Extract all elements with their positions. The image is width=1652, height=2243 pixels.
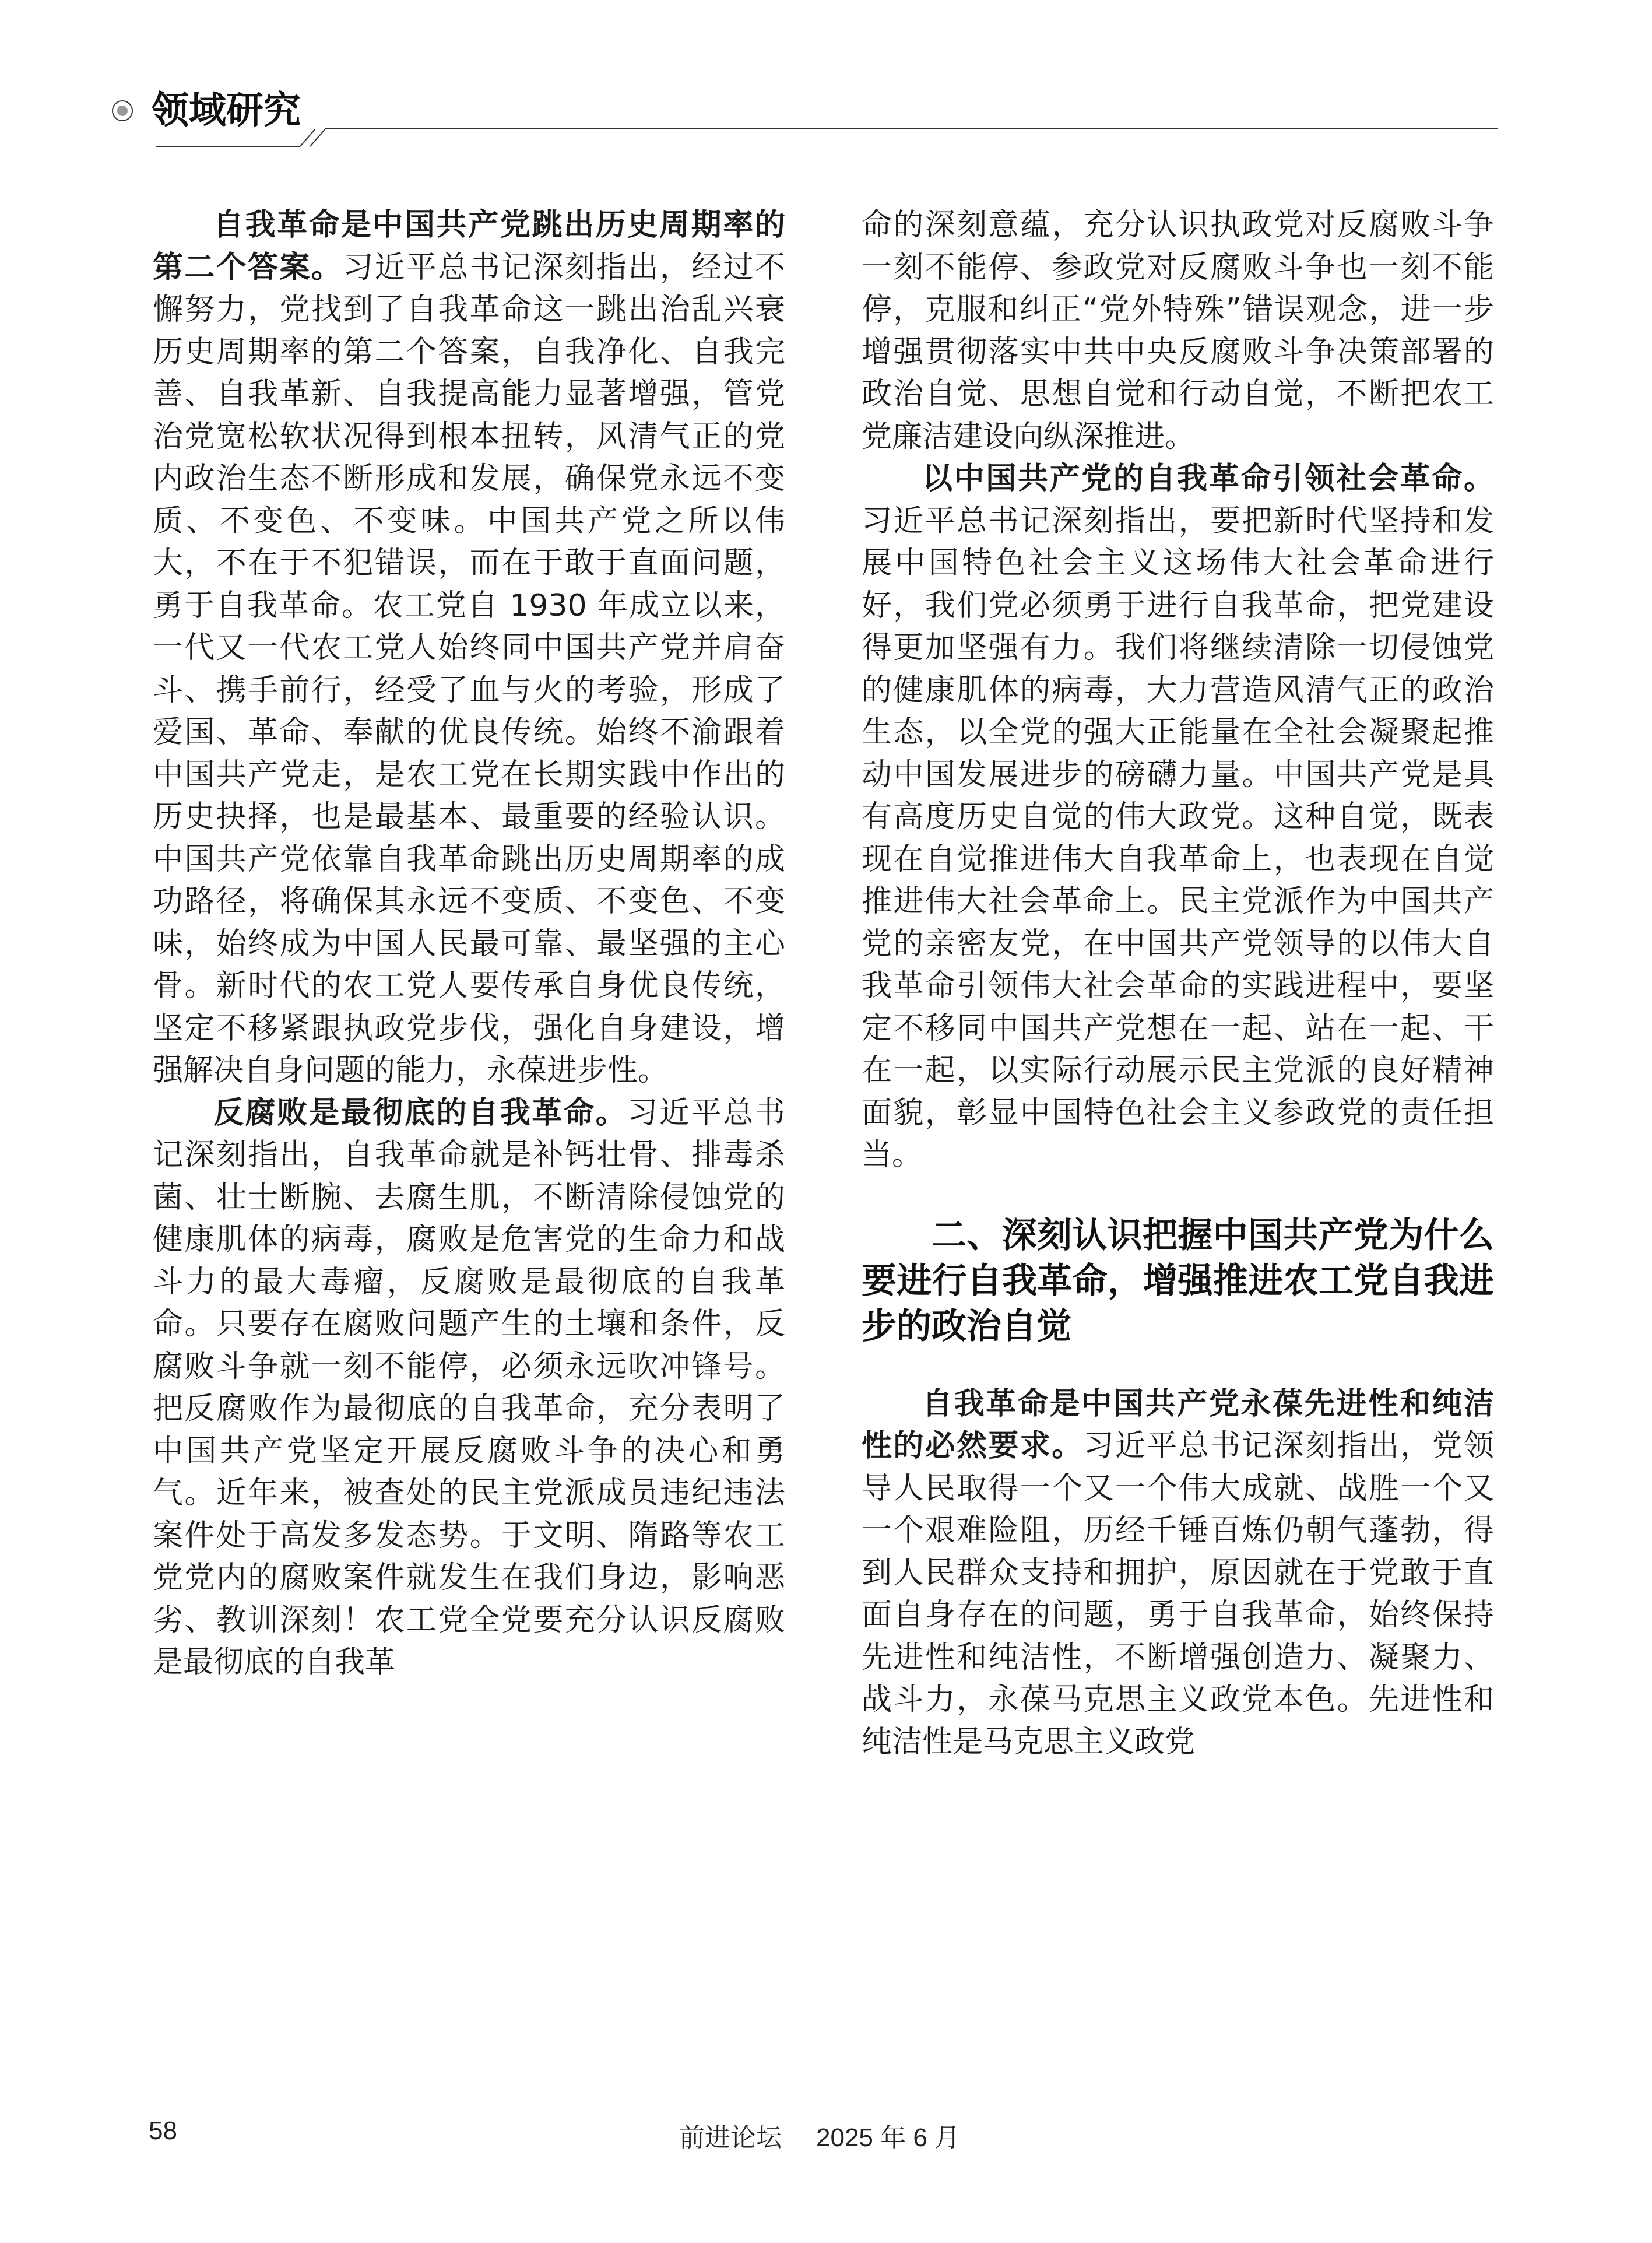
journal-name: 前进论坛 — [679, 2123, 782, 2152]
left-column — [153, 204, 785, 1684]
paragraph-text: 习近平总书记深刻指出，经过不懈努力，党找到了自我革命这一跳出治乱兴衰历史周期率的第二个答案，自我净化、自我完善、自我革新、自我提高能力显著增强，管党治党宽松软状况得到根本扭转，风清气正的党内政治生态不断形成和发展，确保党永远不变质、不变色、不变味。中国共产党之所以伟大，不在于不犯错误，而在于敢于直面问题，勇于自我革命。农工党自 1930 年成立以来，一代又一代农工党人始终同中国共产党并肩奋斗、携手前行，经受了血与火的考验，形成了爱国、革命、奉献的优良传统。始终不渝跟着中国共产党走，是农工党在长期实践中作出的历史抉择，也是最基本、最重要的经验认识。中国共产党依靠自我革命跳出历史周期率的成功路径，将确保其永远不变质、不变色、不变味，始终成为中国人民最可靠、最坚强的主心骨。新时代的农工党人要传承自身优良传统，坚定不移紧跟执政党步伐，强化自身建设，增强解决自身问题的能力，永葆进步性。 — [153, 250, 785, 1088]
header-rule — [99, 87, 1498, 152]
paragraph — [862, 458, 1494, 1177]
paragraph — [862, 204, 1494, 458]
section-heading: 二、深刻认识把握中国共产党为什么要进行自我革命，增强推进农工党自我进步的政治自觉 — [862, 1214, 1494, 1347]
paragraph-lead: 自我革命是中国共产党跳出历史周期率的第二个答案。 — [153, 208, 785, 285]
section-title: 领域研究 — [152, 89, 301, 132]
page-header — [99, 87, 1498, 152]
paragraph — [153, 1092, 785, 1684]
right-column — [862, 204, 1494, 1763]
paragraph-lead: 反腐败是最彻底的自我革命。 — [213, 1095, 628, 1131]
issue-date: 2025 年 6 月 — [816, 2123, 961, 2152]
paragraph-text: 习近平总书记深刻指出，要把新时代坚持和发展中国特色社会主义这场伟大社会革命进行好，我们党必须勇于进行自我革命，把党建设得更加坚强有力。我们将继续清除一切侵蚀党的健康肌体的病毒，大力营造风清气正的政治生态，以全党的强大正能量在全社会凝聚起推动中国发展进步的磅礴力量。中国共产党是具有高度历史自觉的伟大政党。这种自觉，既表现在自觉推进伟大自我革命上，也表现在自觉推进伟大社会革命上。民主党派作为中国共产党的亲密友党，在中国共产党领导的以伟大自我革命引领伟大社会革命的实践进程中，要坚定不移同中国共产党想在一起、站在一起、干在一起，以实际行动展示民主党派的良好精神面貌，彰显中国特色社会主义参政党的责任担当。 — [862, 503, 1494, 1173]
circle-dot-icon — [112, 100, 133, 121]
page-number: 58 — [149, 2116, 177, 2145]
paragraph — [153, 204, 785, 1092]
paragraph-lead: 自我革命是中国共产党永葆先进性和纯洁性的必然要求。 — [862, 1386, 1494, 1463]
paragraph-lead: 以中国共产党的自我革命引领社会革命。 — [922, 461, 1494, 496]
paragraph — [862, 1383, 1494, 1764]
paragraph-text: 习近平总书记深刻指出，党领导人民取得一个又一个伟大成就、战胜一个又一个艰难险阻，历经千锤百炼仍朝气蓬勃，得到人民群众支持和拥护，原因就在于党敢于直面自身存在的问题，勇于自我革命，始终保持先进性和纯洁性，不断增强创造力、凝聚力、战斗力，永葆马克思主义政党本色。先进性和纯洁性是马克思主义政党 — [862, 1428, 1494, 1760]
paragraph-text: 命的深刻意蕴，充分认识执政党对反腐败斗争一刻不能停、参政党对反腐败斗争也一刻不能停，克服和纠正“党外特殊”错误观念，进一步增强贯彻落实中共中央反腐败斗争决策部署的政治自觉、思想自觉和行动自觉，不断把农工党廉洁建设向纵深推进。 — [862, 208, 1494, 454]
paragraph-text: 习近平总书记深刻指出，自我革命就是补钙壮骨、排毒杀菌、壮士断腕、去腐生肌，不断清除侵蚀党的健康肌体的病毒，腐败是危害党的生命力和战斗力的最大毒瘤，反腐败是最彻底的自我革命。只要存在腐败问题产生的土壤和条件，反腐败斗争就一刻不能停，必须永远吹冲锋号。把反腐败作为最彻底的自我革命，充分表明了中国共产党坚定开展反腐败斗争的决心和勇气。近年来，被查处的民主党派成员违纪违法案件处于高发多发态势。于文明、隋路等农工党党内的腐败案件就发生在我们身边，影响恶劣、教训深刻！农工党全党要充分认识反腐败是最彻底的自我革 — [153, 1095, 785, 1680]
